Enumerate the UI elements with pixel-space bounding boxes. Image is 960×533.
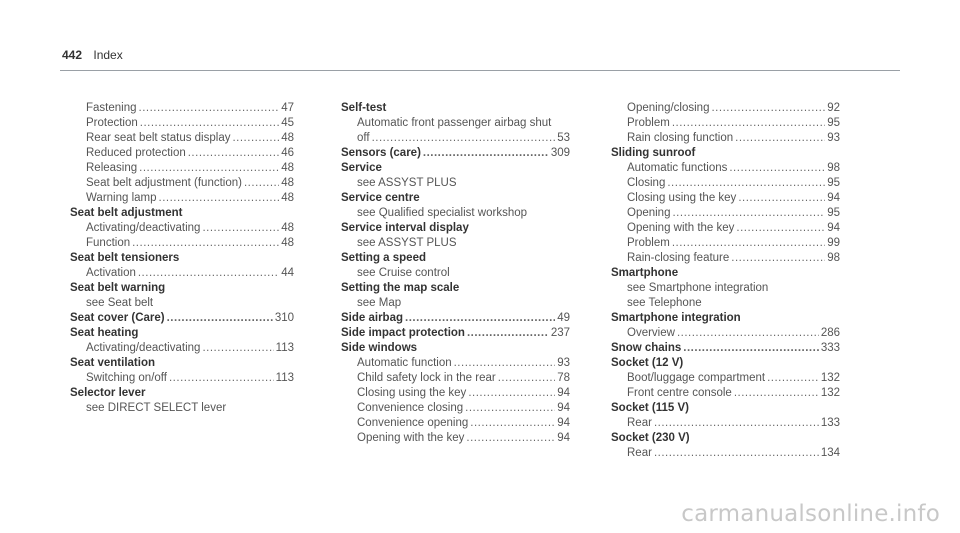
page-ref: 92 <box>827 102 840 114</box>
subentry-text: Rain closing function <box>627 132 734 144</box>
index-subentry[interactable] <box>341 386 570 401</box>
dot-leader <box>667 176 825 191</box>
heading-text: Selector lever <box>70 387 146 399</box>
index-subentry[interactable] <box>70 176 294 191</box>
index-subentry[interactable] <box>341 401 570 416</box>
dot-leader <box>711 101 825 116</box>
subentry-text: Opening with the key <box>357 432 465 444</box>
subentry-text: Rain-closing feature <box>627 252 730 264</box>
page-ref: 132 <box>820 372 840 384</box>
subentry-text: Rear seat belt status display <box>86 132 231 144</box>
dot-leader <box>729 161 825 176</box>
heading-text: Socket (230 V) <box>611 432 690 444</box>
page-ref: 132 <box>820 387 840 399</box>
index-heading[interactable] <box>611 356 840 371</box>
index-column-3 <box>611 101 840 461</box>
index-subentry[interactable] <box>611 371 840 386</box>
subentry-text: Reduced protection <box>86 147 186 159</box>
index-heading[interactable] <box>611 146 840 161</box>
page-ref: 44 <box>281 267 294 279</box>
subentry-text: see ASSYST PLUS <box>357 237 457 249</box>
page-ref: 48 <box>281 132 294 144</box>
heading-text: Seat belt tensioners <box>70 252 180 264</box>
dot-leader <box>468 386 555 401</box>
index-entry <box>341 341 570 446</box>
page-ref: 46 <box>281 147 294 159</box>
page-ref: 49 <box>557 312 570 324</box>
subentry-text: see Qualified specialist workshop <box>357 207 528 219</box>
page-ref: 53 <box>557 132 570 144</box>
subentry-text: Problem <box>627 237 670 249</box>
dot-leader <box>735 131 825 146</box>
heading-text: Side impact protection <box>341 327 465 339</box>
subentry-text: Overview <box>627 327 675 339</box>
subentry-text: Convenience opening <box>357 417 469 429</box>
index-entry <box>341 101 570 146</box>
dot-leader <box>138 266 279 281</box>
dot-leader <box>470 416 555 431</box>
subentry-text: Boot/luggage compartment <box>627 372 766 384</box>
dot-leader <box>140 116 279 131</box>
index-column-1 <box>70 101 294 416</box>
page-ref: 94 <box>557 432 570 444</box>
heading-text: Sliding sunroof <box>611 147 696 159</box>
index-entry <box>341 221 570 251</box>
index-heading[interactable] <box>611 401 840 416</box>
dot-leader <box>498 371 556 386</box>
page-ref: 95 <box>827 117 840 129</box>
heading-text: Smartphone <box>611 267 679 279</box>
index-subentry[interactable] <box>341 236 570 251</box>
index-subentry[interactable] <box>70 371 294 386</box>
heading-text: Sensors (care) <box>341 147 421 159</box>
dot-leader <box>372 131 556 146</box>
index-subentry[interactable] <box>341 431 570 446</box>
index-heading[interactable] <box>70 386 294 401</box>
dot-leader <box>139 101 280 116</box>
index-subentry[interactable] <box>341 176 570 191</box>
index-subentry[interactable] <box>611 116 840 131</box>
page-ref: 95 <box>827 177 840 189</box>
page-ref: 48 <box>281 237 294 249</box>
index-column-2 <box>341 101 570 446</box>
dot-leader <box>767 371 819 386</box>
index-subentry[interactable] <box>70 101 294 116</box>
dot-leader <box>731 251 825 266</box>
subentry-text: see Smartphone integration <box>627 282 769 294</box>
index-entry <box>341 326 570 341</box>
index-heading[interactable] <box>341 341 570 356</box>
subentry-text: Problem <box>627 117 670 129</box>
index-subentry[interactable] <box>70 401 294 416</box>
page-ref: 94 <box>827 222 840 234</box>
dot-leader <box>672 116 825 131</box>
index-subentry[interactable] <box>341 131 570 146</box>
index-heading[interactable] <box>70 206 294 221</box>
page-ref: 286 <box>820 327 840 339</box>
index-subentry[interactable] <box>341 206 570 221</box>
page-ref: 134 <box>820 447 840 459</box>
index-heading[interactable] <box>341 161 570 176</box>
dot-leader <box>467 326 549 341</box>
index-entry <box>70 251 294 281</box>
subentry-text: Activating/deactivating <box>86 222 201 234</box>
page-ref: 237 <box>550 327 570 339</box>
subentry-text: Protection <box>86 117 138 129</box>
index-entry <box>70 356 294 386</box>
index-entry <box>70 326 294 356</box>
index-entry <box>341 191 570 221</box>
index-subentry[interactable] <box>611 296 840 311</box>
dot-leader <box>454 356 556 371</box>
index-entry <box>341 281 570 311</box>
index-subentry[interactable] <box>341 116 570 131</box>
subentry-text: see DIRECT SELECT lever <box>86 402 227 414</box>
index-subentry[interactable] <box>611 131 840 146</box>
dot-leader <box>654 446 819 461</box>
dot-leader <box>169 371 274 386</box>
index-subentry[interactable] <box>70 296 294 311</box>
page-ref: 113 <box>275 342 294 354</box>
dot-leader <box>654 416 819 431</box>
index-subentry[interactable] <box>341 416 570 431</box>
index-heading[interactable] <box>611 311 840 326</box>
dot-leader <box>159 191 280 206</box>
subentry-text: Activating/deactivating <box>86 342 201 354</box>
heading-text: Snow chains <box>611 342 682 354</box>
index-entry <box>341 146 570 161</box>
index-subentry[interactable] <box>611 206 840 221</box>
page-ref: 47 <box>281 102 294 114</box>
heading-text: Setting a speed <box>341 252 426 264</box>
page-ref: 95 <box>827 207 840 219</box>
subentry-text: see ASSYST PLUS <box>357 177 457 189</box>
index-heading[interactable] <box>70 311 294 326</box>
heading-text: Socket (115 V) <box>611 402 689 414</box>
index-heading[interactable] <box>70 326 294 341</box>
subentry-text: see Telephone <box>627 297 702 309</box>
heading-text: Seat cover (Care) <box>70 312 165 324</box>
dot-leader <box>738 191 825 206</box>
heading-text: Seat belt warning <box>70 282 166 294</box>
dot-leader <box>466 431 555 446</box>
index-subentry[interactable] <box>611 251 840 266</box>
index-subentry[interactable] <box>70 341 294 356</box>
page-ref: 45 <box>281 117 294 129</box>
dot-leader <box>202 341 273 356</box>
index-subentry[interactable] <box>611 101 840 116</box>
index-subentry[interactable] <box>611 191 840 206</box>
index-entry <box>611 356 840 401</box>
index-heading[interactable] <box>70 356 294 371</box>
index-subentry[interactable] <box>70 236 294 251</box>
subentry-text: Convenience closing <box>357 402 464 414</box>
heading-text: Service interval display <box>341 222 469 234</box>
heading-text: Seat heating <box>70 327 139 339</box>
page-header <box>62 48 123 62</box>
dot-leader <box>139 161 279 176</box>
heading-text: Side airbag <box>341 312 403 324</box>
dot-leader <box>132 236 279 251</box>
index-entry <box>70 206 294 251</box>
index-heading[interactable] <box>341 191 570 206</box>
index-heading[interactable] <box>341 101 570 116</box>
index-subentry[interactable] <box>70 266 294 281</box>
index-subentry[interactable] <box>611 236 840 251</box>
index-subentry[interactable] <box>341 356 570 371</box>
heading-text: Smartphone integration <box>611 312 741 324</box>
index-entry <box>70 311 294 326</box>
index-subentry[interactable] <box>70 116 294 131</box>
page-ref: 309 <box>550 147 570 159</box>
index-subentry[interactable] <box>611 386 840 401</box>
heading-text: Socket (12 V) <box>611 357 684 369</box>
index-entry <box>341 311 570 326</box>
subentry-text: Opening <box>627 207 671 219</box>
subentry-text: Closing <box>627 177 666 189</box>
index-subentry[interactable] <box>611 281 840 296</box>
index-entry <box>611 311 840 341</box>
subentry-text: Seat belt adjustment (function) <box>86 177 242 189</box>
page-ref: 98 <box>827 162 840 174</box>
subentry-text: Front centre console <box>627 387 732 399</box>
subentry-text: Opening with the key <box>627 222 735 234</box>
index-entry <box>611 341 840 356</box>
subentry-text: see Cruise control <box>357 267 450 279</box>
subentry-text: Rear <box>627 417 652 429</box>
index-heading[interactable] <box>341 281 570 296</box>
page-number: 442 <box>62 48 83 62</box>
page-ref: 113 <box>275 372 294 384</box>
page-ref: 99 <box>827 237 840 249</box>
index-heading[interactable] <box>611 341 840 356</box>
index-subentry[interactable] <box>70 161 294 176</box>
index-entry <box>611 431 840 461</box>
index-subentry[interactable] <box>70 221 294 236</box>
page-ref: 98 <box>827 252 840 264</box>
subentry-text: Activation <box>86 267 136 279</box>
index-subentry[interactable] <box>341 371 570 386</box>
page-ref: 93 <box>827 132 840 144</box>
page-ref: 48 <box>281 222 294 234</box>
page-ref: 333 <box>820 342 840 354</box>
page-ref: 94 <box>827 192 840 204</box>
page-ref: 94 <box>557 387 570 399</box>
heading-text: Seat belt adjustment <box>70 207 183 219</box>
dot-leader <box>188 146 279 161</box>
page-ref: 133 <box>820 417 840 429</box>
dot-leader <box>672 236 825 251</box>
heading-text: Service centre <box>341 192 420 204</box>
index-heading[interactable] <box>611 431 840 446</box>
index-heading[interactable] <box>70 251 294 266</box>
dot-leader <box>736 221 825 236</box>
index-subentry[interactable] <box>611 161 840 176</box>
dot-leader <box>423 146 549 161</box>
subentry-text: Child safety lock in the rear <box>357 372 496 384</box>
index-entry <box>341 251 570 281</box>
page-ref: 310 <box>274 312 294 324</box>
index-entry <box>611 401 840 431</box>
index-subentry[interactable] <box>611 416 840 431</box>
dot-leader <box>672 206 825 221</box>
index-heading[interactable] <box>341 311 570 326</box>
index-subentry[interactable] <box>611 176 840 191</box>
page-ref: 94 <box>557 402 570 414</box>
index-entry <box>70 101 294 206</box>
page-ref: 48 <box>281 177 294 189</box>
index-subentry[interactable] <box>70 146 294 161</box>
heading-text: Seat ventilation <box>70 357 155 369</box>
subentry-text: see Map <box>357 297 402 309</box>
dot-leader <box>244 176 279 191</box>
section-title: Index <box>93 48 123 62</box>
dot-leader <box>677 326 819 341</box>
subentry-text: off <box>357 132 370 144</box>
index-entry <box>70 386 294 416</box>
subentry-text: Releasing <box>86 162 138 174</box>
index-subentry[interactable] <box>341 296 570 311</box>
subentry-text: Switching on/off <box>86 372 167 384</box>
page-ref: 78 <box>557 372 570 384</box>
index-heading[interactable] <box>341 326 570 341</box>
dot-leader <box>405 311 555 326</box>
subentry-text: Opening/closing <box>627 102 710 114</box>
subentry-text: Function <box>86 237 131 249</box>
dot-leader <box>683 341 819 356</box>
dot-leader <box>202 221 279 236</box>
heading-text: Side windows <box>341 342 418 354</box>
page-ref: 48 <box>281 162 294 174</box>
index-entry <box>611 101 840 146</box>
dot-leader <box>465 401 555 416</box>
index-heading[interactable] <box>341 146 570 161</box>
index-heading[interactable] <box>341 251 570 266</box>
subentry-text: Fastening <box>86 102 137 114</box>
index-entry <box>70 281 294 311</box>
dot-leader <box>167 311 273 326</box>
heading-text: Service <box>341 162 382 174</box>
index-subentry[interactable] <box>341 266 570 281</box>
subentry-text: Warning lamp <box>86 192 157 204</box>
header-rule <box>60 70 900 71</box>
subentry-text: Rear <box>627 447 652 459</box>
index-subentry[interactable] <box>611 221 840 236</box>
dot-leader <box>232 131 279 146</box>
index-subentry[interactable] <box>70 191 294 206</box>
dot-leader <box>734 386 819 401</box>
index-heading[interactable] <box>341 221 570 236</box>
page-ref: 94 <box>557 417 570 429</box>
index-subentry[interactable] <box>611 446 840 461</box>
subentry-text: Automatic functions <box>627 162 728 174</box>
index-heading[interactable] <box>70 281 294 296</box>
subentry-text: Closing using the key <box>357 387 467 399</box>
heading-text: Self-test <box>341 102 387 114</box>
watermark: carmanualsonline.info <box>681 501 940 527</box>
subentry-text: Closing using the key <box>627 192 737 204</box>
subentry-text: see Seat belt <box>86 297 154 309</box>
index-heading[interactable] <box>611 266 840 281</box>
index-subentry[interactable] <box>611 326 840 341</box>
index-subentry[interactable] <box>70 131 294 146</box>
index-entry <box>611 146 840 266</box>
index-entry <box>611 266 840 311</box>
heading-text: Setting the map scale <box>341 282 460 294</box>
page-ref: 93 <box>557 357 570 369</box>
subentry-text: Automatic front passenger airbag shut <box>357 117 552 129</box>
page-ref: 48 <box>281 192 294 204</box>
subentry-text: Automatic function <box>357 357 452 369</box>
index-entry <box>341 161 570 191</box>
